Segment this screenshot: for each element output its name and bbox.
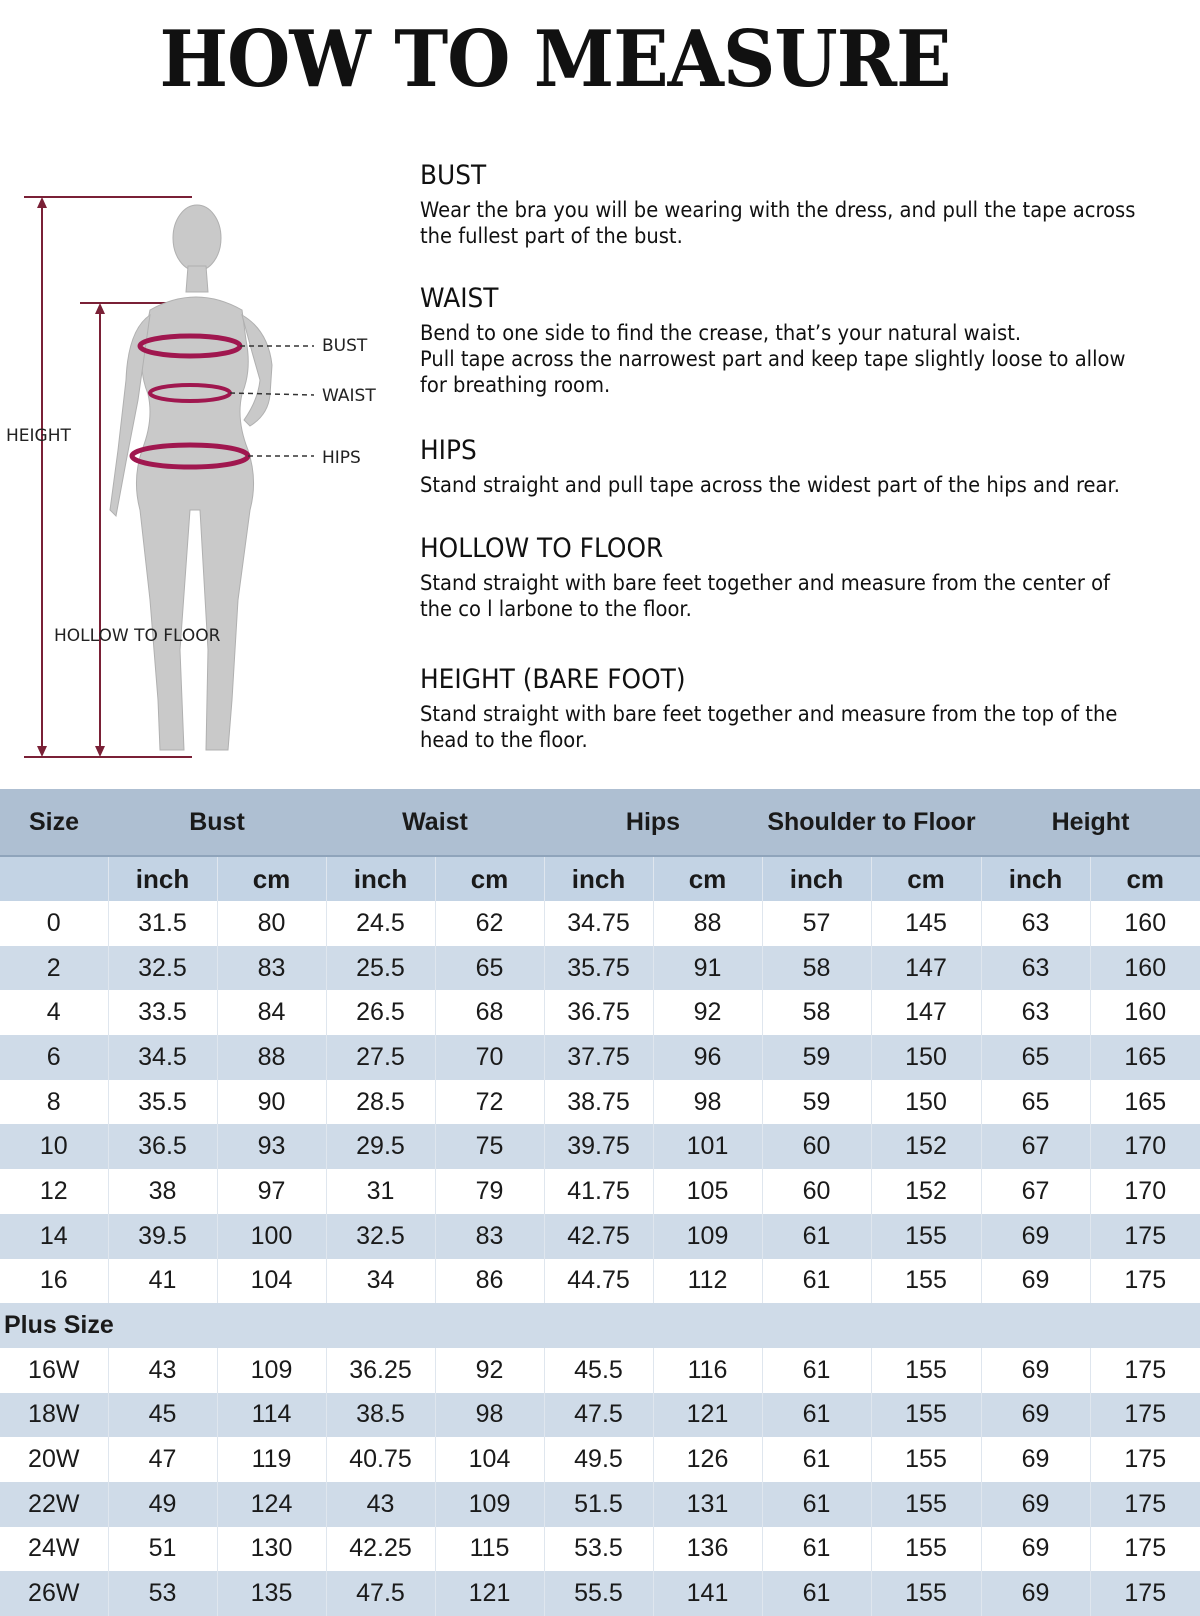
- size-chart-body: [0, 789, 1200, 1616]
- table-cell: 155: [871, 1348, 981, 1393]
- size-cell: 22W: [0, 1482, 108, 1527]
- table-cell: 92: [435, 1348, 544, 1393]
- table-cell: 47.5: [326, 1571, 435, 1616]
- table-cell: 42.25: [326, 1527, 435, 1572]
- table-cell: 38: [108, 1169, 217, 1214]
- table-cell: 115: [435, 1527, 544, 1572]
- table-cell: 61: [762, 1437, 871, 1482]
- table-cell: 33.5: [108, 990, 217, 1035]
- table-cell: 98: [653, 1080, 762, 1125]
- table-cell: 141: [653, 1571, 762, 1616]
- guide-heading: BUST: [420, 160, 487, 191]
- size-cell: 0: [0, 901, 108, 946]
- guide-text: Wear the bra you will be wearing with the dress, and pull the tape across the fullest part of the bust.: [420, 198, 1136, 248]
- header-hips: Hips: [544, 789, 762, 856]
- table-cell: 160: [1090, 990, 1200, 1035]
- table-cell: 65: [981, 1080, 1090, 1125]
- table-cell: 37.75: [544, 1035, 653, 1080]
- table-cell: 135: [217, 1571, 326, 1616]
- guide-text: Stand straight with bare feet together and measure from the top of the head to the floor.: [420, 702, 1118, 752]
- table-row: [0, 1482, 1200, 1527]
- guide-waist: [420, 283, 1200, 398]
- table-cell: 109: [435, 1482, 544, 1527]
- table-row: [0, 1571, 1200, 1616]
- table-cell: 152: [871, 1169, 981, 1214]
- table-cell: 38.75: [544, 1080, 653, 1125]
- table-row: [0, 990, 1200, 1035]
- table-cell: 150: [871, 1035, 981, 1080]
- table-cell: 165: [1090, 1080, 1200, 1125]
- unit-cell: inch: [762, 856, 871, 901]
- table-cell: 63: [981, 901, 1090, 946]
- table-cell: 147: [871, 990, 981, 1035]
- table-cell: 109: [653, 1214, 762, 1259]
- table-cell: 43: [326, 1482, 435, 1527]
- table-cell: 38.5: [326, 1393, 435, 1438]
- hollow-to-floor-label: HOLLOW TO FLOOR: [54, 626, 221, 646]
- table-cell: 67: [981, 1169, 1090, 1214]
- table-cell: 69: [981, 1571, 1090, 1616]
- guide-heading: HEIGHT (BARE FOOT): [420, 664, 686, 695]
- table-cell: 51: [108, 1527, 217, 1572]
- unit-cell: cm: [1090, 856, 1200, 901]
- size-cell: 16: [0, 1259, 108, 1304]
- unit-cell: cm: [217, 856, 326, 901]
- table-cell: 67: [981, 1124, 1090, 1169]
- table-cell: 88: [217, 1035, 326, 1080]
- plus-size-label: Plus Size: [0, 1303, 1200, 1348]
- table-cell: 41: [108, 1259, 217, 1304]
- bust-label: BUST: [322, 336, 368, 356]
- table-row: [0, 1437, 1200, 1482]
- table-header-row: [0, 789, 1200, 856]
- table-cell: 175: [1090, 1482, 1200, 1527]
- table-cell: 160: [1090, 901, 1200, 946]
- table-cell: 59: [762, 1035, 871, 1080]
- table-cell: 80: [217, 901, 326, 946]
- table-cell: 55.5: [544, 1571, 653, 1616]
- table-cell: 47: [108, 1437, 217, 1482]
- size-cell: 10: [0, 1124, 108, 1169]
- table-cell: 32.5: [326, 1214, 435, 1259]
- table-cell: 124: [217, 1482, 326, 1527]
- table-cell: 25.5: [326, 946, 435, 991]
- table-cell: 49: [108, 1482, 217, 1527]
- table-cell: 36.5: [108, 1124, 217, 1169]
- table-cell: 36.25: [326, 1348, 435, 1393]
- table-cell: 69: [981, 1259, 1090, 1304]
- header-waist: Waist: [326, 789, 544, 856]
- table-cell: 145: [871, 901, 981, 946]
- table-row: [0, 901, 1200, 946]
- table-cell: 34.5: [108, 1035, 217, 1080]
- table-unit-row: [0, 856, 1200, 901]
- table-cell: 31.5: [108, 901, 217, 946]
- height-label: HEIGHT: [6, 426, 71, 446]
- table-cell: 84: [217, 990, 326, 1035]
- table-cell: 116: [653, 1348, 762, 1393]
- guide-height: [420, 664, 1200, 753]
- table-cell: 155: [871, 1527, 981, 1572]
- table-cell: 119: [217, 1437, 326, 1482]
- table-cell: 61: [762, 1214, 871, 1259]
- table-cell: 136: [653, 1527, 762, 1572]
- table-cell: 155: [871, 1393, 981, 1438]
- table-cell: 31: [326, 1169, 435, 1214]
- table-cell: 175: [1090, 1437, 1200, 1482]
- table-cell: 24.5: [326, 901, 435, 946]
- table-cell: 27.5: [326, 1035, 435, 1080]
- table-cell: 58: [762, 990, 871, 1035]
- guide-text: Bend to one side to find the crease, that’s your natural waist. Pull tape across the narrowest part and keep tape slightly loose to allow for breathing room.: [420, 321, 1126, 397]
- measurement-figure: [0, 180, 400, 770]
- table-cell: 175: [1090, 1393, 1200, 1438]
- table-cell: 75: [435, 1124, 544, 1169]
- unit-cell: [0, 856, 108, 901]
- unit-cell: inch: [544, 856, 653, 901]
- table-cell: 126: [653, 1437, 762, 1482]
- table-cell: 59: [762, 1080, 871, 1125]
- size-chart-table: [0, 789, 1200, 1616]
- table-cell: 175: [1090, 1348, 1200, 1393]
- unit-cell: cm: [871, 856, 981, 901]
- header-height: Height: [981, 789, 1200, 856]
- table-cell: 100: [217, 1214, 326, 1259]
- table-cell: 155: [871, 1259, 981, 1304]
- size-cell: 24W: [0, 1527, 108, 1572]
- size-cell: 6: [0, 1035, 108, 1080]
- page-title: HOW TO MEASURE: [159, 14, 951, 105]
- guide-hips: [420, 435, 1200, 498]
- table-cell: 105: [653, 1169, 762, 1214]
- table-row: [0, 946, 1200, 991]
- table-row: [0, 1527, 1200, 1572]
- guide-text: Stand straight and pull tape across the widest part of the hips and rear.: [420, 473, 1120, 497]
- size-cell: 26W: [0, 1571, 108, 1616]
- table-cell: 51.5: [544, 1482, 653, 1527]
- table-cell: 57: [762, 901, 871, 946]
- table-cell: 155: [871, 1571, 981, 1616]
- table-cell: 61: [762, 1527, 871, 1572]
- table-cell: 34: [326, 1259, 435, 1304]
- table-cell: 40.75: [326, 1437, 435, 1482]
- guide-heading: HIPS: [420, 435, 477, 466]
- size-cell: 12: [0, 1169, 108, 1214]
- table-cell: 41.75: [544, 1169, 653, 1214]
- table-row: [0, 1080, 1200, 1125]
- table-cell: 34.75: [544, 901, 653, 946]
- header-bust: Bust: [108, 789, 326, 856]
- table-cell: 44.75: [544, 1259, 653, 1304]
- table-cell: 61: [762, 1393, 871, 1438]
- table-cell: 165: [1090, 1035, 1200, 1080]
- table-cell: 69: [981, 1437, 1090, 1482]
- table-cell: 155: [871, 1482, 981, 1527]
- table-row: [0, 1169, 1200, 1214]
- table-row: [0, 1214, 1200, 1259]
- guide-heading: WAIST: [420, 283, 499, 314]
- table-cell: 175: [1090, 1571, 1200, 1616]
- table-cell: 90: [217, 1080, 326, 1125]
- guide-heading: HOLLOW TO FLOOR: [420, 533, 664, 564]
- table-cell: 170: [1090, 1124, 1200, 1169]
- unit-cell: inch: [981, 856, 1090, 901]
- table-cell: 93: [217, 1124, 326, 1169]
- table-cell: 131: [653, 1482, 762, 1527]
- header-shoulder-to-floor: Shoulder to Floor: [762, 789, 981, 856]
- table-cell: 97: [217, 1169, 326, 1214]
- waist-label: WAIST: [322, 386, 376, 406]
- size-cell: 18W: [0, 1393, 108, 1438]
- table-cell: 96: [653, 1035, 762, 1080]
- table-cell: 65: [981, 1035, 1090, 1080]
- table-cell: 29.5: [326, 1124, 435, 1169]
- table-cell: 79: [435, 1169, 544, 1214]
- table-cell: 58: [762, 946, 871, 991]
- unit-cell: inch: [326, 856, 435, 901]
- table-cell: 147: [871, 946, 981, 991]
- table-cell: 53.5: [544, 1527, 653, 1572]
- mannequin-illustration: [0, 180, 400, 770]
- unit-cell: inch: [108, 856, 217, 901]
- size-cell: 20W: [0, 1437, 108, 1482]
- table-cell: 36.75: [544, 990, 653, 1035]
- table-cell: 45.5: [544, 1348, 653, 1393]
- table-cell: 47.5: [544, 1393, 653, 1438]
- table-cell: 170: [1090, 1169, 1200, 1214]
- table-cell: 150: [871, 1080, 981, 1125]
- table-cell: 60: [762, 1169, 871, 1214]
- table-cell: 53: [108, 1571, 217, 1616]
- table-cell: 63: [981, 946, 1090, 991]
- table-cell: 69: [981, 1527, 1090, 1572]
- size-cell: 8: [0, 1080, 108, 1125]
- table-cell: 92: [653, 990, 762, 1035]
- table-cell: 72: [435, 1080, 544, 1125]
- size-cell: 2: [0, 946, 108, 991]
- table-cell: 69: [981, 1482, 1090, 1527]
- table-cell: 152: [871, 1124, 981, 1169]
- table-cell: 32.5: [108, 946, 217, 991]
- table-cell: 121: [435, 1571, 544, 1616]
- table-cell: 43: [108, 1348, 217, 1393]
- guide-text: Stand straight with bare feet together and measure from the center of the co l larbone to the floor.: [420, 571, 1110, 621]
- table-cell: 39.5: [108, 1214, 217, 1259]
- table-cell: 39.75: [544, 1124, 653, 1169]
- table-cell: 114: [217, 1393, 326, 1438]
- table-row: [0, 1393, 1200, 1438]
- table-cell: 49.5: [544, 1437, 653, 1482]
- table-cell: 61: [762, 1482, 871, 1527]
- guide-bust: [420, 160, 1200, 249]
- table-cell: 104: [217, 1259, 326, 1304]
- table-cell: 88: [653, 901, 762, 946]
- table-cell: 26.5: [326, 990, 435, 1035]
- table-cell: 45: [108, 1393, 217, 1438]
- table-cell: 61: [762, 1259, 871, 1304]
- table-row: [0, 1259, 1200, 1304]
- table-cell: 104: [435, 1437, 544, 1482]
- table-cell: 160: [1090, 946, 1200, 991]
- table-cell: 155: [871, 1437, 981, 1482]
- table-cell: 63: [981, 990, 1090, 1035]
- table-cell: 28.5: [326, 1080, 435, 1125]
- table-cell: 175: [1090, 1527, 1200, 1572]
- table-cell: 61: [762, 1571, 871, 1616]
- plus-size-row: [0, 1303, 1200, 1348]
- unit-cell: cm: [435, 856, 544, 901]
- table-cell: 109: [217, 1348, 326, 1393]
- table-cell: 175: [1090, 1259, 1200, 1304]
- table-cell: 112: [653, 1259, 762, 1304]
- header-size: Size: [0, 789, 108, 856]
- table-cell: 69: [981, 1393, 1090, 1438]
- table-cell: 130: [217, 1527, 326, 1572]
- table-cell: 155: [871, 1214, 981, 1259]
- table-cell: 35.5: [108, 1080, 217, 1125]
- table-cell: 35.75: [544, 946, 653, 991]
- table-cell: 121: [653, 1393, 762, 1438]
- table-cell: 42.75: [544, 1214, 653, 1259]
- table-cell: 83: [217, 946, 326, 991]
- table-cell: 98: [435, 1393, 544, 1438]
- table-row: [0, 1348, 1200, 1393]
- guide-hollow-to-floor: [420, 533, 1200, 622]
- size-cell: 14: [0, 1214, 108, 1259]
- table-cell: 69: [981, 1348, 1090, 1393]
- unit-cell: cm: [653, 856, 762, 901]
- table-cell: 91: [653, 946, 762, 991]
- size-cell: 4: [0, 990, 108, 1035]
- table-cell: 86: [435, 1259, 544, 1304]
- size-cell: 16W: [0, 1348, 108, 1393]
- table-cell: 175: [1090, 1214, 1200, 1259]
- table-row: [0, 1124, 1200, 1169]
- table-cell: 83: [435, 1214, 544, 1259]
- table-cell: 69: [981, 1214, 1090, 1259]
- table-row: [0, 1035, 1200, 1080]
- table-cell: 101: [653, 1124, 762, 1169]
- table-cell: 60: [762, 1124, 871, 1169]
- table-cell: 65: [435, 946, 544, 991]
- table-cell: 70: [435, 1035, 544, 1080]
- hips-label: HIPS: [322, 448, 361, 468]
- table-cell: 62: [435, 901, 544, 946]
- table-cell: 68: [435, 990, 544, 1035]
- table-cell: 61: [762, 1348, 871, 1393]
